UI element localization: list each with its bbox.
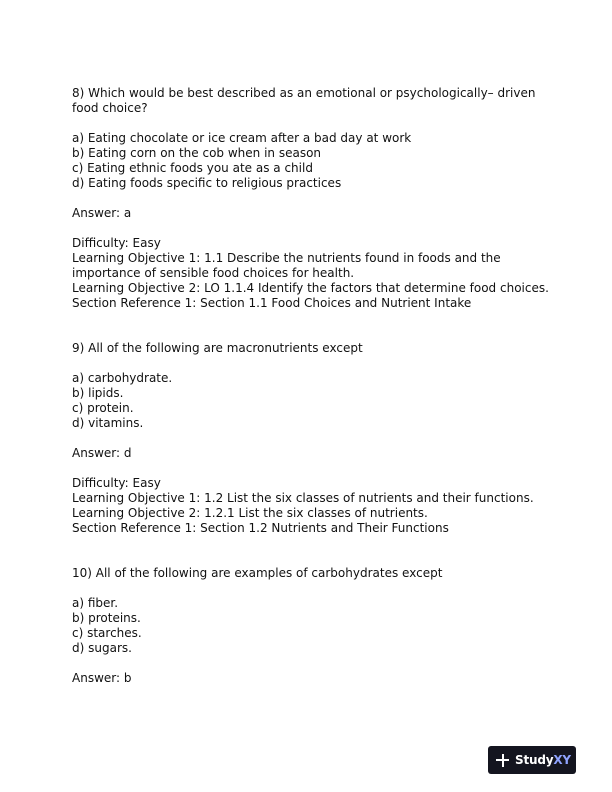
- question-block: [72, 341, 542, 536]
- answer-option: c) protein.: [72, 401, 134, 415]
- question-text: 8) Which would be best described as an emotional or psychologically– driven food choice?: [72, 86, 536, 115]
- learning-objective-2: Learning Objective 2: LO 1.1.4 Identify the factors that determine food choices.: [72, 281, 549, 295]
- document-body: [72, 86, 549, 686]
- difficulty: Difficulty: Easy: [72, 236, 161, 250]
- answer-key: Answer: b: [72, 671, 132, 685]
- brand-name-part1: Study: [515, 753, 554, 767]
- answer-option: b) proteins.: [72, 611, 141, 625]
- learning-objective-2: Learning Objective 2: 1.2.1 List the six classes of nutrients.: [72, 506, 428, 520]
- brand-name-part2: XY: [553, 753, 571, 767]
- answer-key: Answer: d: [72, 446, 132, 460]
- section-reference: Section Reference 1: Section 1.1 Food Choices and Nutrient Intake: [72, 296, 472, 310]
- answer-option: a) Eating chocolate or ice cream after a bad day at work: [72, 131, 412, 145]
- question-text: 10) All of the following are examples of carbohydrates except: [72, 566, 443, 580]
- answer-option: b) lipids.: [72, 386, 124, 400]
- question-block: [72, 86, 549, 311]
- answer-key: Answer: a: [72, 206, 132, 220]
- brand-name: [515, 753, 571, 767]
- answer-option: d) vitamins.: [72, 416, 144, 430]
- section-reference: Section Reference 1: Section 1.2 Nutrients and Their Functions: [72, 521, 449, 535]
- difficulty: Difficulty: Easy: [72, 476, 161, 490]
- answer-option: c) starches.: [72, 626, 142, 640]
- learning-objective-1: Learning Objective 1: 1.1 Describe the nutrients found in foods and the importance of sensible food choices for health.: [72, 251, 501, 280]
- answer-option: d) Eating foods specific to religious practices: [72, 176, 342, 190]
- learning-objective-1: Learning Objective 1: 1.2 List the six classes of nutrients and their functions.: [72, 491, 534, 505]
- plus-icon: [496, 754, 509, 767]
- answer-option: a) fiber.: [72, 596, 119, 610]
- question-block: [72, 566, 542, 686]
- answer-option: b) Eating corn on the cob when in season: [72, 146, 322, 160]
- answer-option: a) carbohydrate.: [72, 371, 173, 385]
- studyxy-logo[interactable]: [488, 746, 576, 774]
- answer-option: d) sugars.: [72, 641, 132, 655]
- answer-option: c) Eating ethnic foods you ate as a child: [72, 161, 313, 175]
- question-text: 9) All of the following are macronutrients except: [72, 341, 363, 355]
